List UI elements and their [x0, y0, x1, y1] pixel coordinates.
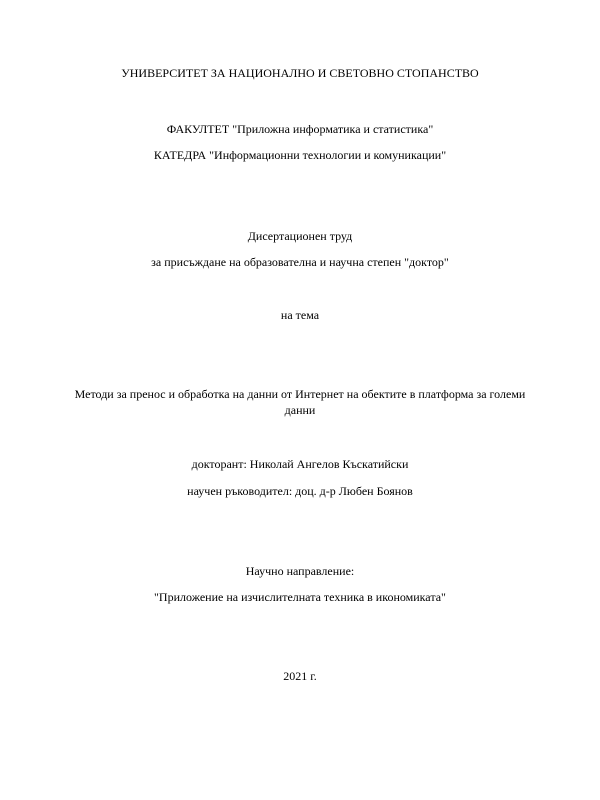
work-type: Дисертационен труд — [247, 229, 353, 243]
scientific-field-value: "Приложение на изчислителната техника в икономиката" — [154, 590, 446, 604]
faculty-name: ФАКУЛТЕТ "Приложна информатика и статистика" — [166, 122, 434, 136]
doctoral-student: докторант: Николай Ангелов Къскатийски — [191, 457, 409, 471]
degree-line: за присъждане на образователна и научна степен "доктор" — [151, 255, 449, 269]
scientific-supervisor: научен ръководител: доц. д-р Любен Боянов — [187, 484, 413, 498]
year: 2021 г. — [283, 669, 317, 683]
department-name: КАТЕДРА "Информационни технологии и комуникации" — [153, 148, 447, 162]
university-name: УНИВЕРСИТЕТ ЗА НАЦИОНАЛНО И СВЕТОВНО СТОПАНСТВО — [121, 66, 479, 80]
dissertation-title: Методи за пренос и обработка на данни от Интернет на обектите в платформа за големи данни — [74, 387, 526, 417]
on-topic-label: на тема — [280, 308, 320, 322]
scientific-field-label: Научно направление: — [245, 564, 355, 578]
